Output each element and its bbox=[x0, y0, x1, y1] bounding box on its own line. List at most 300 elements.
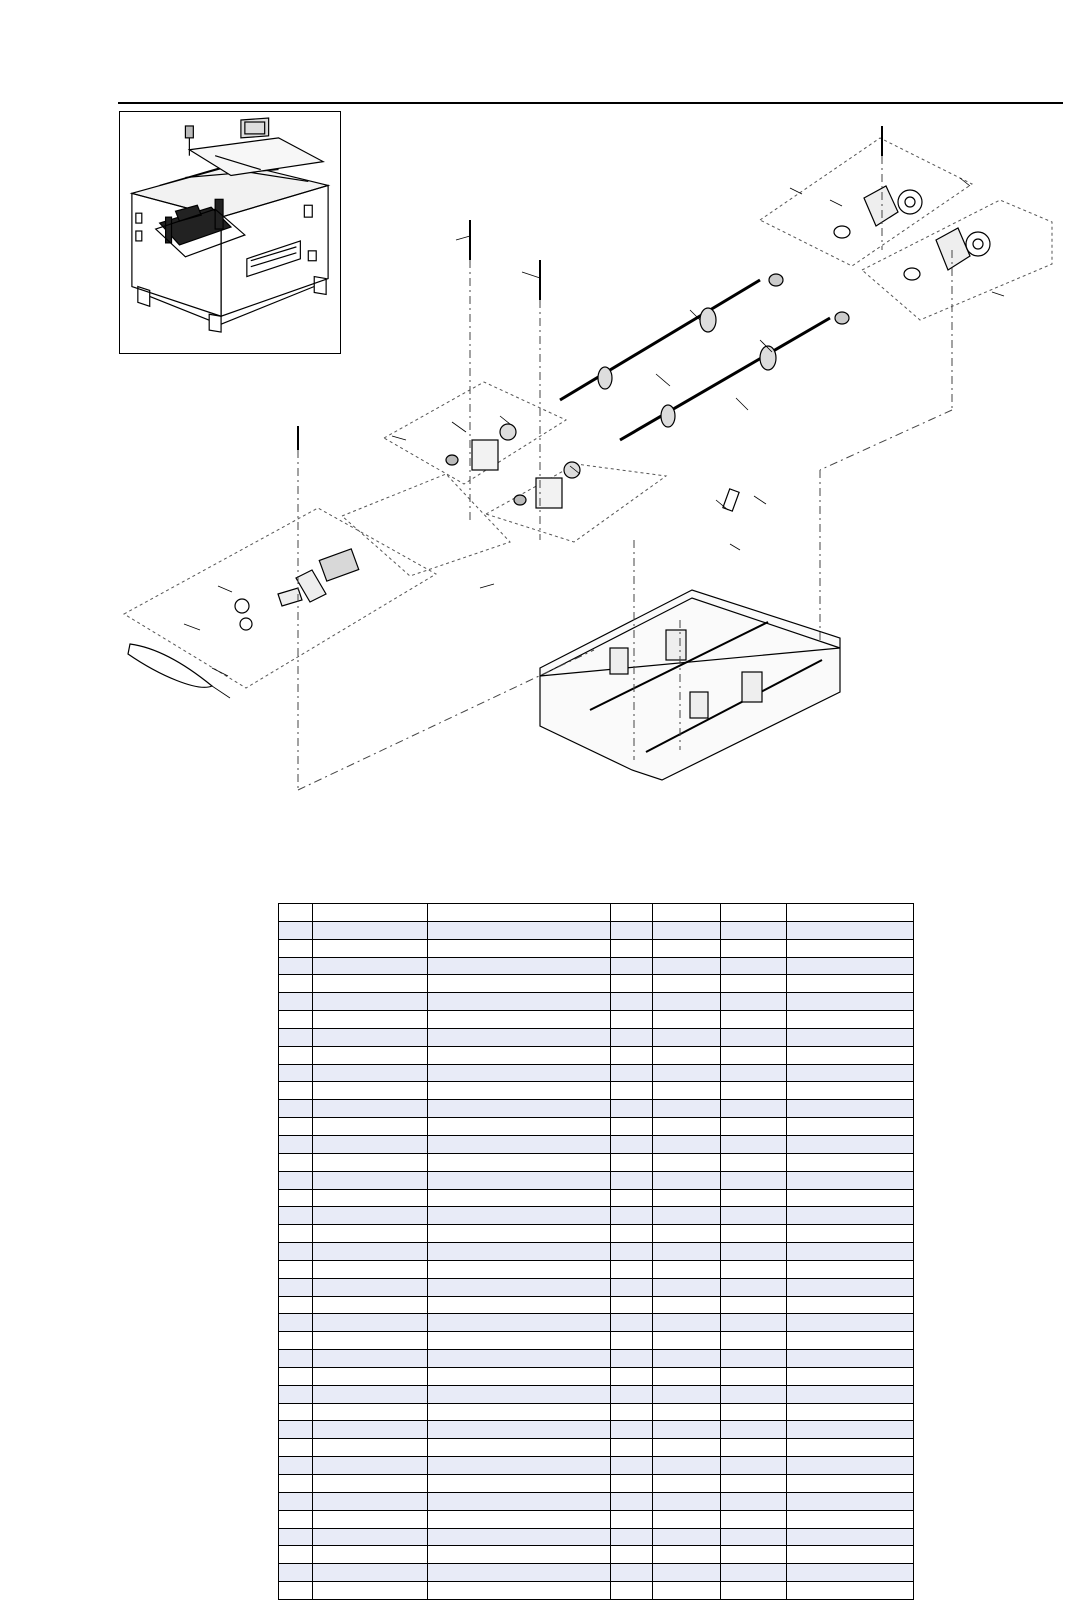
table-cell bbox=[611, 939, 653, 957]
table-cell bbox=[313, 1046, 428, 1064]
table-cell bbox=[653, 1118, 721, 1136]
table-row bbox=[279, 1135, 914, 1153]
table-cell bbox=[428, 993, 611, 1011]
table-row bbox=[279, 1028, 914, 1046]
table-cell bbox=[313, 1385, 428, 1403]
table-cell bbox=[428, 1171, 611, 1189]
table-cell bbox=[279, 1385, 313, 1403]
table-cell bbox=[428, 1296, 611, 1314]
table-cell bbox=[787, 1011, 914, 1029]
table-cell bbox=[279, 1492, 313, 1510]
table-cell bbox=[787, 1350, 914, 1368]
table-cell bbox=[721, 1171, 787, 1189]
table-cell bbox=[721, 1082, 787, 1100]
table-cell bbox=[787, 1243, 914, 1261]
table-cell bbox=[653, 975, 721, 993]
table-cell bbox=[611, 1028, 653, 1046]
table-row bbox=[279, 1171, 914, 1189]
table-cell bbox=[313, 939, 428, 957]
table-cell bbox=[653, 993, 721, 1011]
table-cell bbox=[279, 993, 313, 1011]
table-cell bbox=[279, 1421, 313, 1439]
table-cell bbox=[653, 1457, 721, 1475]
table-cell bbox=[611, 1439, 653, 1457]
table-cell bbox=[313, 1011, 428, 1029]
table-cell bbox=[313, 1171, 428, 1189]
table-cell bbox=[428, 1582, 611, 1600]
table-cell bbox=[611, 921, 653, 939]
table-cell bbox=[279, 1243, 313, 1261]
table-cell bbox=[313, 921, 428, 939]
table-cell bbox=[428, 1314, 611, 1332]
table-row bbox=[279, 921, 914, 939]
table-cell bbox=[428, 1367, 611, 1385]
table-cell bbox=[428, 1510, 611, 1528]
table-cell bbox=[279, 1082, 313, 1100]
table-cell bbox=[787, 1100, 914, 1118]
table-cell bbox=[313, 1225, 428, 1243]
table-cell bbox=[428, 1403, 611, 1421]
table-cell bbox=[313, 1135, 428, 1153]
table-cell bbox=[279, 1189, 313, 1207]
table-cell bbox=[279, 1100, 313, 1118]
table-cell bbox=[787, 939, 914, 957]
table-cell bbox=[787, 1260, 914, 1278]
table-cell bbox=[313, 1421, 428, 1439]
table-row bbox=[279, 1385, 914, 1403]
table-cell bbox=[279, 1118, 313, 1136]
table-cell bbox=[313, 1314, 428, 1332]
table-cell bbox=[611, 1135, 653, 1153]
table-header-row bbox=[279, 904, 914, 922]
table-row bbox=[279, 993, 914, 1011]
table-cell bbox=[428, 1439, 611, 1457]
table-cell bbox=[611, 904, 653, 922]
table-cell bbox=[313, 1028, 428, 1046]
table-cell bbox=[611, 1011, 653, 1029]
table-cell bbox=[787, 1367, 914, 1385]
table-cell bbox=[787, 1296, 914, 1314]
table-cell bbox=[611, 1278, 653, 1296]
table-cell bbox=[428, 1225, 611, 1243]
table-cell bbox=[313, 1153, 428, 1171]
table-cell bbox=[313, 904, 428, 922]
table-cell bbox=[313, 1546, 428, 1564]
table-cell bbox=[653, 1367, 721, 1385]
table-cell bbox=[653, 1385, 721, 1403]
table-cell bbox=[721, 1153, 787, 1171]
table-cell bbox=[721, 1510, 787, 1528]
table-cell bbox=[611, 1118, 653, 1136]
table-row bbox=[279, 1011, 914, 1029]
header-rule bbox=[118, 102, 1063, 104]
table-cell bbox=[313, 975, 428, 993]
table-cell bbox=[279, 1296, 313, 1314]
table-cell bbox=[428, 1332, 611, 1350]
table-row bbox=[279, 1278, 914, 1296]
table-cell bbox=[721, 1457, 787, 1475]
table-cell bbox=[428, 1475, 611, 1493]
table-cell bbox=[611, 1546, 653, 1564]
table-cell bbox=[313, 1564, 428, 1582]
table-cell bbox=[721, 1367, 787, 1385]
table-cell bbox=[787, 921, 914, 939]
table-cell bbox=[279, 957, 313, 975]
table-cell bbox=[787, 993, 914, 1011]
table-cell bbox=[611, 975, 653, 993]
table-cell bbox=[721, 1546, 787, 1564]
table-cell bbox=[721, 975, 787, 993]
table-cell bbox=[428, 1385, 611, 1403]
table-cell bbox=[611, 1314, 653, 1332]
table-cell bbox=[428, 1118, 611, 1136]
table-row bbox=[279, 957, 914, 975]
table-cell bbox=[279, 1028, 313, 1046]
table-cell bbox=[653, 1314, 721, 1332]
table-cell bbox=[611, 1350, 653, 1368]
table-cell bbox=[611, 1492, 653, 1510]
table-cell bbox=[787, 1046, 914, 1064]
table-cell bbox=[279, 1225, 313, 1243]
table-cell bbox=[279, 1171, 313, 1189]
table-cell bbox=[653, 1350, 721, 1368]
table-cell bbox=[313, 1582, 428, 1600]
table-cell bbox=[611, 1403, 653, 1421]
table-cell bbox=[721, 1278, 787, 1296]
table-cell bbox=[428, 1207, 611, 1225]
table-cell bbox=[653, 1260, 721, 1278]
table-row bbox=[279, 1439, 914, 1457]
table-cell bbox=[279, 1153, 313, 1171]
table-cell bbox=[787, 1225, 914, 1243]
table-cell bbox=[653, 1564, 721, 1582]
table-row bbox=[279, 1510, 914, 1528]
table-cell bbox=[313, 1207, 428, 1225]
table-cell bbox=[653, 1582, 721, 1600]
table-cell bbox=[787, 1528, 914, 1546]
table-row bbox=[279, 1207, 914, 1225]
table-row bbox=[279, 1475, 914, 1493]
table-cell bbox=[787, 957, 914, 975]
table-cell bbox=[428, 1350, 611, 1368]
table-row bbox=[279, 1100, 914, 1118]
table-cell bbox=[313, 1528, 428, 1546]
table-row bbox=[279, 1492, 914, 1510]
table-cell bbox=[653, 1046, 721, 1064]
table-cell bbox=[787, 1546, 914, 1564]
table-row bbox=[279, 1296, 914, 1314]
table-cell bbox=[611, 1171, 653, 1189]
table-cell bbox=[787, 1385, 914, 1403]
table-cell bbox=[611, 1582, 653, 1600]
table-cell bbox=[279, 1439, 313, 1457]
table-cell bbox=[721, 1243, 787, 1261]
table-cell bbox=[313, 1243, 428, 1261]
parts-list-body bbox=[279, 904, 914, 1600]
table-cell bbox=[279, 975, 313, 993]
parts-list-table bbox=[278, 903, 914, 1600]
table-cell bbox=[787, 1439, 914, 1457]
table-cell bbox=[313, 1439, 428, 1457]
table-row bbox=[279, 1528, 914, 1546]
table-cell bbox=[721, 1582, 787, 1600]
table-cell bbox=[787, 1421, 914, 1439]
table-cell bbox=[313, 1296, 428, 1314]
table-cell bbox=[721, 939, 787, 957]
table-row bbox=[279, 1046, 914, 1064]
table-row bbox=[279, 1189, 914, 1207]
table-cell bbox=[653, 1082, 721, 1100]
table-cell bbox=[611, 957, 653, 975]
table-cell bbox=[653, 1225, 721, 1243]
table-cell bbox=[611, 1367, 653, 1385]
table-cell bbox=[787, 1153, 914, 1171]
table-cell bbox=[611, 1457, 653, 1475]
table-cell bbox=[787, 1510, 914, 1528]
table-cell bbox=[721, 957, 787, 975]
table-cell bbox=[721, 1564, 787, 1582]
table-cell bbox=[279, 1046, 313, 1064]
table-cell bbox=[721, 1314, 787, 1332]
table-cell bbox=[787, 1457, 914, 1475]
table-cell bbox=[787, 975, 914, 993]
table-cell bbox=[721, 1403, 787, 1421]
table-cell bbox=[279, 1564, 313, 1582]
table-cell bbox=[787, 1564, 914, 1582]
table-cell bbox=[313, 1189, 428, 1207]
table-cell bbox=[428, 1243, 611, 1261]
table-cell bbox=[279, 1278, 313, 1296]
table-cell bbox=[721, 1492, 787, 1510]
table-cell bbox=[313, 1350, 428, 1368]
table-cell bbox=[279, 939, 313, 957]
table-cell bbox=[653, 1135, 721, 1153]
table-cell bbox=[653, 1475, 721, 1493]
table-cell bbox=[721, 1118, 787, 1136]
table-cell bbox=[279, 1011, 313, 1029]
table-cell bbox=[428, 1260, 611, 1278]
table-cell bbox=[787, 1118, 914, 1136]
table-cell bbox=[428, 975, 611, 993]
table-cell bbox=[611, 1421, 653, 1439]
table-cell bbox=[611, 1385, 653, 1403]
table-row bbox=[279, 1064, 914, 1082]
table-cell bbox=[721, 1421, 787, 1439]
table-row bbox=[279, 1082, 914, 1100]
table-row bbox=[279, 1367, 914, 1385]
table-cell bbox=[428, 1564, 611, 1582]
table-cell bbox=[721, 1100, 787, 1118]
table-cell bbox=[653, 1153, 721, 1171]
table-cell bbox=[611, 1082, 653, 1100]
table-cell bbox=[428, 957, 611, 975]
table-cell bbox=[787, 1207, 914, 1225]
table-cell bbox=[721, 1135, 787, 1153]
table-cell bbox=[313, 1064, 428, 1082]
table-cell bbox=[611, 1332, 653, 1350]
table-cell bbox=[611, 1564, 653, 1582]
table-cell bbox=[787, 1475, 914, 1493]
table-row bbox=[279, 1153, 914, 1171]
table-cell bbox=[653, 1243, 721, 1261]
table-cell bbox=[279, 1260, 313, 1278]
table-cell bbox=[279, 1064, 313, 1082]
table-cell bbox=[653, 957, 721, 975]
table-cell bbox=[787, 1314, 914, 1332]
table-cell bbox=[787, 1135, 914, 1153]
table-cell bbox=[653, 1011, 721, 1029]
table-cell bbox=[313, 1278, 428, 1296]
table-cell bbox=[653, 1064, 721, 1082]
table-cell bbox=[721, 1385, 787, 1403]
table-cell bbox=[653, 1492, 721, 1510]
table-cell bbox=[653, 921, 721, 939]
table-row bbox=[279, 1421, 914, 1439]
table-cell bbox=[721, 1296, 787, 1314]
table-cell bbox=[428, 1028, 611, 1046]
table-cell bbox=[428, 1153, 611, 1171]
table-cell bbox=[428, 1189, 611, 1207]
table-cell bbox=[611, 1475, 653, 1493]
table-cell bbox=[313, 993, 428, 1011]
table-cell bbox=[313, 1475, 428, 1493]
table-cell bbox=[279, 1546, 313, 1564]
table-cell bbox=[428, 1492, 611, 1510]
table-cell bbox=[428, 1278, 611, 1296]
table-cell bbox=[428, 939, 611, 957]
table-cell bbox=[721, 993, 787, 1011]
table-cell bbox=[428, 1421, 611, 1439]
table-cell bbox=[279, 921, 313, 939]
table-cell bbox=[611, 1207, 653, 1225]
table-cell bbox=[279, 1475, 313, 1493]
table-cell bbox=[279, 1457, 313, 1475]
table-cell bbox=[279, 1403, 313, 1421]
table-cell bbox=[721, 921, 787, 939]
table-cell bbox=[611, 1189, 653, 1207]
table-row bbox=[279, 1457, 914, 1475]
table-cell bbox=[279, 1332, 313, 1350]
table-cell bbox=[428, 921, 611, 939]
table-row bbox=[279, 1225, 914, 1243]
table-cell bbox=[279, 1367, 313, 1385]
table-cell bbox=[653, 1278, 721, 1296]
table-cell bbox=[611, 1243, 653, 1261]
table-row bbox=[279, 1314, 914, 1332]
table-cell bbox=[653, 904, 721, 922]
table-cell bbox=[313, 1492, 428, 1510]
exploded-view-diagram bbox=[100, 120, 1060, 820]
table-cell bbox=[787, 1171, 914, 1189]
table-cell bbox=[313, 1457, 428, 1475]
table-cell bbox=[721, 1207, 787, 1225]
table-row bbox=[279, 1582, 914, 1600]
table-cell bbox=[313, 957, 428, 975]
table-row bbox=[279, 1350, 914, 1368]
table-cell bbox=[611, 1510, 653, 1528]
table-cell bbox=[721, 1528, 787, 1546]
table-cell bbox=[313, 1082, 428, 1100]
table-cell bbox=[653, 1100, 721, 1118]
table-cell bbox=[721, 1189, 787, 1207]
table-cell bbox=[653, 1439, 721, 1457]
table-cell bbox=[653, 1510, 721, 1528]
table-cell bbox=[428, 1082, 611, 1100]
table-row bbox=[279, 1260, 914, 1278]
table-cell bbox=[428, 1457, 611, 1475]
table-cell bbox=[428, 1135, 611, 1153]
table-cell bbox=[428, 1046, 611, 1064]
table-row bbox=[279, 1564, 914, 1582]
table-cell bbox=[313, 1100, 428, 1118]
table-cell bbox=[313, 1118, 428, 1136]
table-cell bbox=[653, 1171, 721, 1189]
table-cell bbox=[653, 1189, 721, 1207]
table-cell bbox=[653, 1207, 721, 1225]
table-cell bbox=[721, 1439, 787, 1457]
table-cell bbox=[279, 1314, 313, 1332]
table-cell bbox=[611, 993, 653, 1011]
table-cell bbox=[653, 1421, 721, 1439]
table-cell bbox=[428, 904, 611, 922]
table-cell bbox=[653, 1546, 721, 1564]
table-cell bbox=[787, 1082, 914, 1100]
table-cell bbox=[428, 1011, 611, 1029]
table-cell bbox=[787, 1582, 914, 1600]
table-cell bbox=[611, 1296, 653, 1314]
table-row bbox=[279, 1332, 914, 1350]
table-cell bbox=[653, 1296, 721, 1314]
table-cell bbox=[611, 1528, 653, 1546]
table-cell bbox=[279, 1582, 313, 1600]
table-cell bbox=[428, 1528, 611, 1546]
table-cell bbox=[428, 1100, 611, 1118]
table-cell bbox=[611, 1100, 653, 1118]
table-cell bbox=[787, 1278, 914, 1296]
table-row bbox=[279, 1118, 914, 1136]
table-cell bbox=[721, 1260, 787, 1278]
table-cell bbox=[721, 1475, 787, 1493]
table-cell bbox=[653, 1332, 721, 1350]
table-cell bbox=[279, 1510, 313, 1528]
table-cell bbox=[611, 1064, 653, 1082]
table-cell bbox=[653, 1028, 721, 1046]
table-cell bbox=[313, 1367, 428, 1385]
table-cell bbox=[611, 1153, 653, 1171]
table-cell bbox=[787, 1189, 914, 1207]
table-cell bbox=[428, 1064, 611, 1082]
table-cell bbox=[279, 1207, 313, 1225]
table-row bbox=[279, 1243, 914, 1261]
table-cell bbox=[653, 1403, 721, 1421]
table-cell bbox=[721, 1046, 787, 1064]
table-cell bbox=[721, 1350, 787, 1368]
table-cell bbox=[313, 1403, 428, 1421]
table-cell bbox=[279, 1135, 313, 1153]
table-cell bbox=[653, 939, 721, 957]
table-cell bbox=[313, 1332, 428, 1350]
table-cell bbox=[611, 1260, 653, 1278]
table-cell bbox=[279, 904, 313, 922]
table-row bbox=[279, 939, 914, 957]
table-cell bbox=[721, 1332, 787, 1350]
table-cell bbox=[787, 1064, 914, 1082]
table-cell bbox=[721, 904, 787, 922]
table-cell bbox=[787, 1492, 914, 1510]
table-row bbox=[279, 1546, 914, 1564]
table-cell bbox=[313, 1260, 428, 1278]
table-cell bbox=[611, 1046, 653, 1064]
